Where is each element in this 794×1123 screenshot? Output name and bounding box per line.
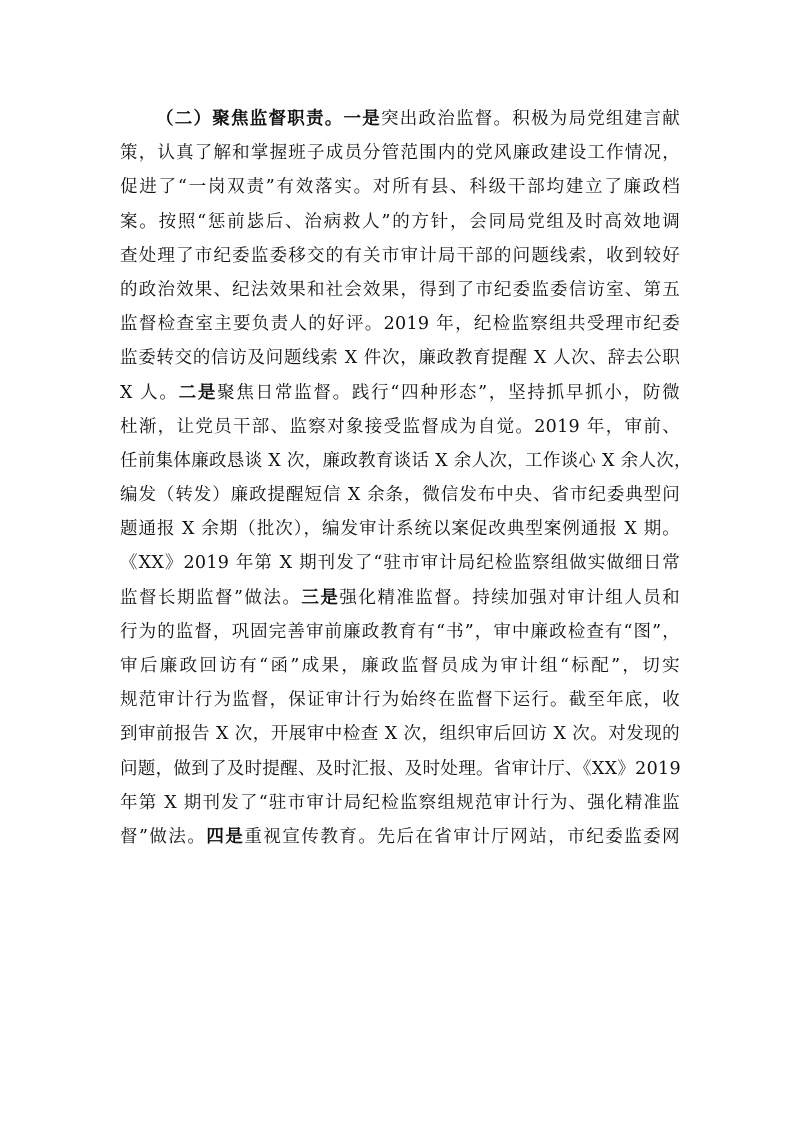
point-label: 二是 bbox=[178, 382, 218, 403]
paragraph-line: 案。按照“惩前毖后、治病救人”的方针，会同局党组及时高效地调 bbox=[120, 211, 680, 232]
paragraph-line: 行为的监督，巩固完善审前廉政教育有“书”，审中廉政检查有“图”， bbox=[120, 621, 680, 642]
line-text: 突出政治监督。积极为局党组建言献 bbox=[380, 109, 680, 129]
paragraph-line: 《XX》2019 年第 X 期刊发了“驻市审计局纪检监察组做实做细日常 bbox=[120, 553, 680, 574]
line-text: 重视宣传教育。先后在省审计厅网站，市纪委监委网 bbox=[244, 826, 680, 847]
paragraph-line: 任前集体廉政恳谈 X 次，廉政教育谈话 X 余人次，工作谈心 X 余人次， bbox=[120, 450, 692, 471]
paragraph-line: 的政治效果、纪法效果和社会效果，得到了市纪委监委信访室、第五 bbox=[120, 279, 680, 300]
paragraph-line: 杜渐，让党员干部、监察对象接受监督成为自觉。2019 年，审前、 bbox=[120, 416, 680, 437]
paragraph-line: 监委转交的信访及问题线索 X 件次，廉政教育提醒 X 人次、辞去公职 bbox=[120, 348, 680, 369]
paragraph-line: 问题，做到了及时提醒、及时汇报、及时处理。省审计厅、《XX》2019 bbox=[120, 758, 681, 779]
paragraph-line: 年第 X 期刊发了“驻市审计局纪检监察组规范审计行为、强化精准监 bbox=[120, 792, 680, 813]
line-text: 强化精准监督。持续加强对审计组人员和 bbox=[339, 587, 680, 608]
paragraph-line bbox=[120, 581, 680, 615]
paragraph-line: 审后廉政回访有“函”成果，廉政监督员成为审计组“标配”，切实 bbox=[120, 656, 680, 676]
point-label: 一是 bbox=[343, 109, 381, 129]
point-label: 四是 bbox=[206, 826, 245, 847]
line-text: 聚焦日常监督。践行“四种形态”，坚持抓早抓小，防微 bbox=[217, 382, 680, 403]
paragraph-line: 促进了“一岗双责”有效落实。对所有县、科级干部均建立了廉政档 bbox=[120, 177, 680, 198]
section-heading: （二）聚焦监督职责。 bbox=[156, 109, 344, 129]
point-label: 三是 bbox=[301, 587, 340, 608]
paragraph-line: 到审前报告 X 次，开展审中检查 X 次，组织审后回访 X 次。对发现的 bbox=[120, 724, 680, 745]
line-text: 督”做法。 bbox=[120, 826, 207, 847]
line-text: X 人。 bbox=[120, 382, 179, 403]
line-text: 监督长期监督”做法。 bbox=[120, 587, 302, 608]
paragraph-line: 监督检查室主要负责人的好评。2019 年，纪检监察组共受理市纪委 bbox=[120, 314, 680, 335]
paragraph-line: 规范审计行为监督，保证审计行为始终在监督下运行。截至年底，收 bbox=[120, 690, 680, 711]
paragraph-line bbox=[120, 102, 680, 136]
paragraph-line: 策，认真了解和掌握班子成员分管范围内的党风廉政建设工作情况， bbox=[120, 143, 680, 164]
paragraph-line bbox=[120, 376, 680, 410]
paragraph-line: 编发（转发）廉政提醒短信 X 余条，微信发布中央、省市纪委典型问 bbox=[120, 485, 680, 506]
body-text bbox=[120, 102, 692, 854]
paragraph-line: 查处理了市纪委监委移交的有关市审计局干部的问题线索，收到较好 bbox=[120, 245, 680, 266]
paragraph-line: 题通报 X 余期（批次），编发审计系统以案促改典型案例通报 X 期。 bbox=[120, 519, 680, 540]
paragraph-line bbox=[120, 820, 680, 854]
